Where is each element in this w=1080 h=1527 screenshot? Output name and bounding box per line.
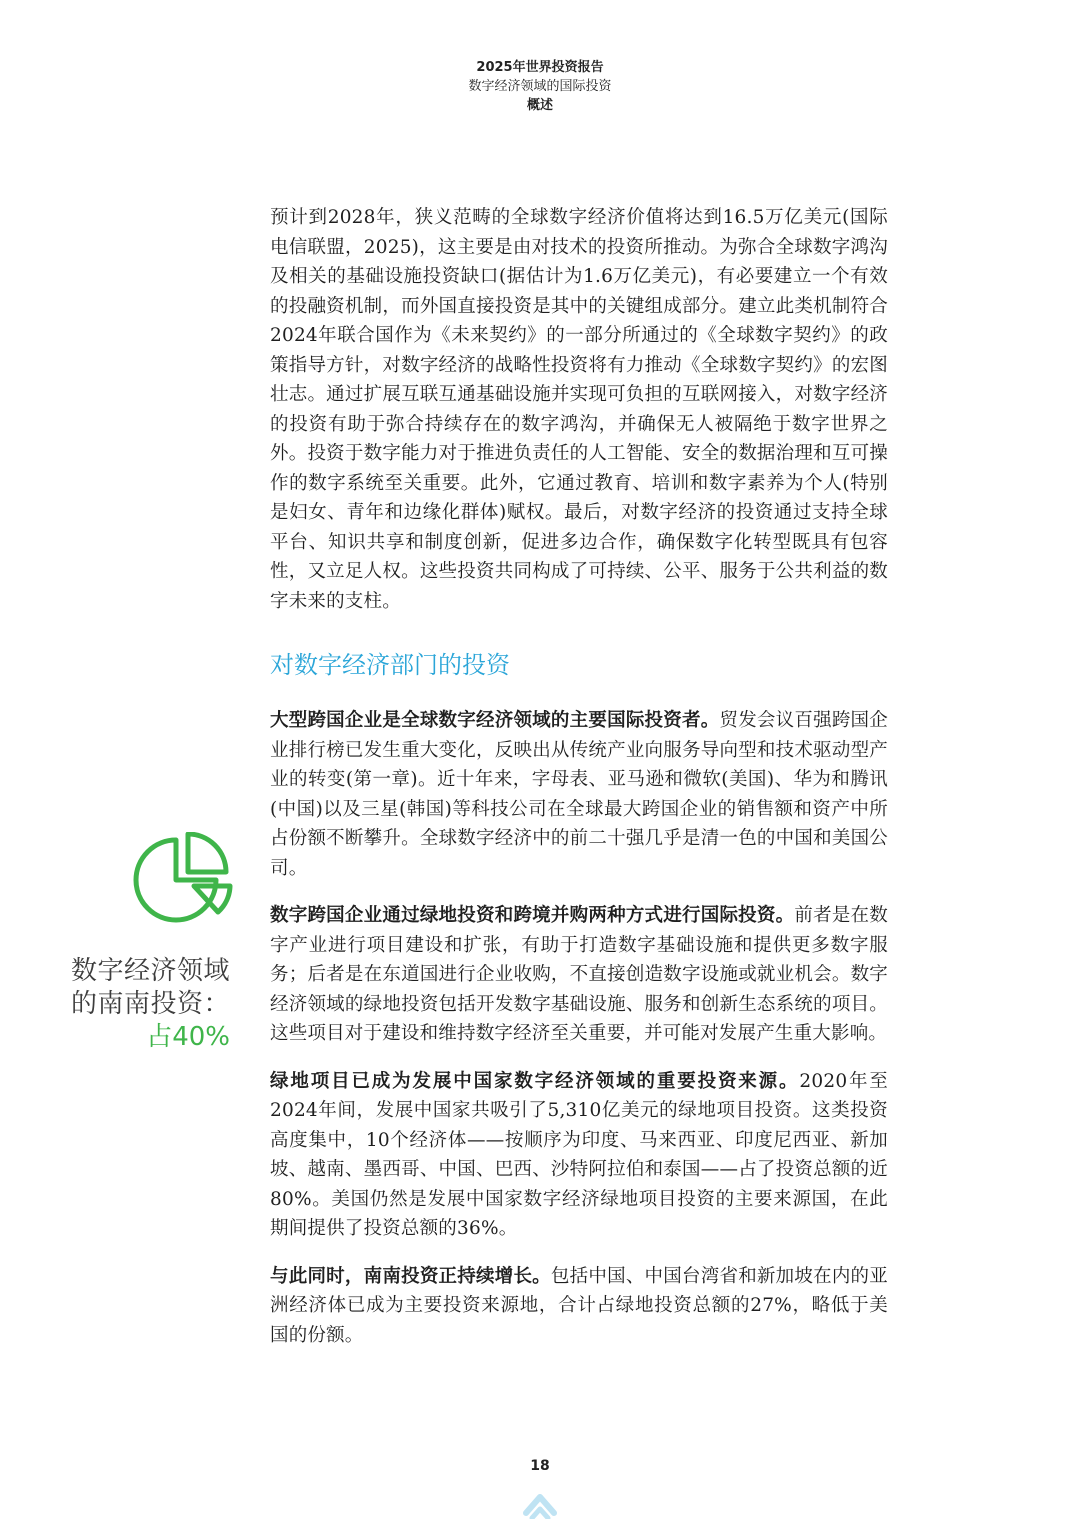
paragraph-text: 2020年至2024年间，发展中国家共吸引了5,310亿美元的绿地项目投资。这类投资高度集中，10个经济体——按顺序为印度、马来西亚、印度尼西亚、新加坡、越南、墨西哥、中国、巴西、沙特阿拉伯和泰国——占了投资总额的近80%。美国仍然是发展中国家数字经济绿地项目投资的主要来源国，在此期间提供了投资总额的36%。 (270, 1070, 889, 1239)
paragraph-lead: 绿地项目已成为发展中国家数字经济领域的重要投资来源。 (270, 1070, 800, 1092)
page-header (0, 58, 1080, 115)
section-label: 概述 (526, 98, 553, 113)
main-content (270, 203, 888, 1350)
callout-box (40, 955, 230, 1054)
callout-title-line1: 数字经济领域 (70, 956, 230, 986)
paragraph-text: 贸发会议百强跨国企业排行榜已发生重大变化，反映出从传统产业向服务导向型和技术驱动型产业的转变(第一章)。近十年来，字母表、亚马逊和微软(美国)、华为和腾讯(中国)以及三星(韩国)等科技公司在全球最大跨国企业的销售额和资产中所占份额不断攀升。全球数字经济中的前二十强几乎是清一色的中国和美国公司。 (270, 710, 888, 879)
section-heading: 对数字经济部门的投资 (270, 651, 510, 679)
paragraph-developing (270, 1067, 888, 1244)
page-number: 18 (530, 1458, 550, 1474)
pie-chart-icon (130, 832, 234, 924)
paragraph-lead: 大型跨国企业是全球数字经济领域的主要国际投资者。 (270, 710, 720, 731)
up-arrow-icon[interactable] (523, 1485, 557, 1519)
paragraph-text: 前者是在数字产业进行项目建设和扩张，有助于打造数字基础设施和提供更多数字服务；后者是在东道国进行企业收购，不直接创造数字设施或就业机会。数字经济领域的绿地投资包括开发数字基础设施、服务和创新生态系统的项目。这些项目对于建设和维持数字经济至关重要，并可能对发展产生重大影响。 (270, 905, 888, 1044)
paragraph-lead: 数字跨国企业通过绿地投资和跨境并购两种方式进行国际投资。 (270, 905, 795, 926)
paragraph-greenfield-mna (270, 901, 888, 1049)
report-title: 2025年世界投资报告 (476, 60, 604, 75)
callout-title-line2: 的南南投资： (70, 989, 230, 1019)
report-subtitle: 数字经济领域的国际投资 (468, 79, 612, 94)
paragraph-south-south (270, 1262, 888, 1351)
paragraph-mnc (270, 706, 888, 883)
paragraph-lead: 与此同时，南南投资正持续增长。 (270, 1265, 551, 1287)
intro-paragraph: 预计到2028年，狭义范畴的全球数字经济价值将达到16.5万亿美元(国际电信联盟，2025)，这主要是由对技术的投资所推动。为弥合全球数字鸿沟及相关的基础设施投资缺口(据估计为1.6万亿美元)，有必要建立一个有效的投融资机制，而外国直接投资是其中的关键组成部分。建立此类机制符合2024年联合国作为《未来契约》的一部分所通过的《全球数字契约》的政策指导方针，对数字经济的战略性投资将有力推动《全球数字契约》的宏图壮志。通过扩展互联互通基础设施并实现可负担的互联网接入，对数字经济的投资有助于弥合持续存在的数字鸿沟，并确保无人被隔绝于数字世界之外。投资于数字能力对于推进负责任的人工智能、安全的数据治理和互可操作的数字系统至关重要。此外，它通过教育、培训和数字素养为个人(特别是妇女、青年和边缘化群体)赋权。最后，对数字经济的投资通过支持全球平台、知识共享和制度创新，促进多边合作，确保数字化转型既具有包容性，又立足人权。这些投资共同构成了可持续、公平、服务于公共利益的数字未来的支柱。 (270, 207, 888, 612)
paragraph-text: 包括中国、中国台湾省和新加坡在内的亚洲经济体已成为主要投资来源地，合计占绿地投资总额的27%，略低于美国的份额。 (270, 1265, 888, 1346)
callout-value: 占40% (146, 1022, 230, 1052)
